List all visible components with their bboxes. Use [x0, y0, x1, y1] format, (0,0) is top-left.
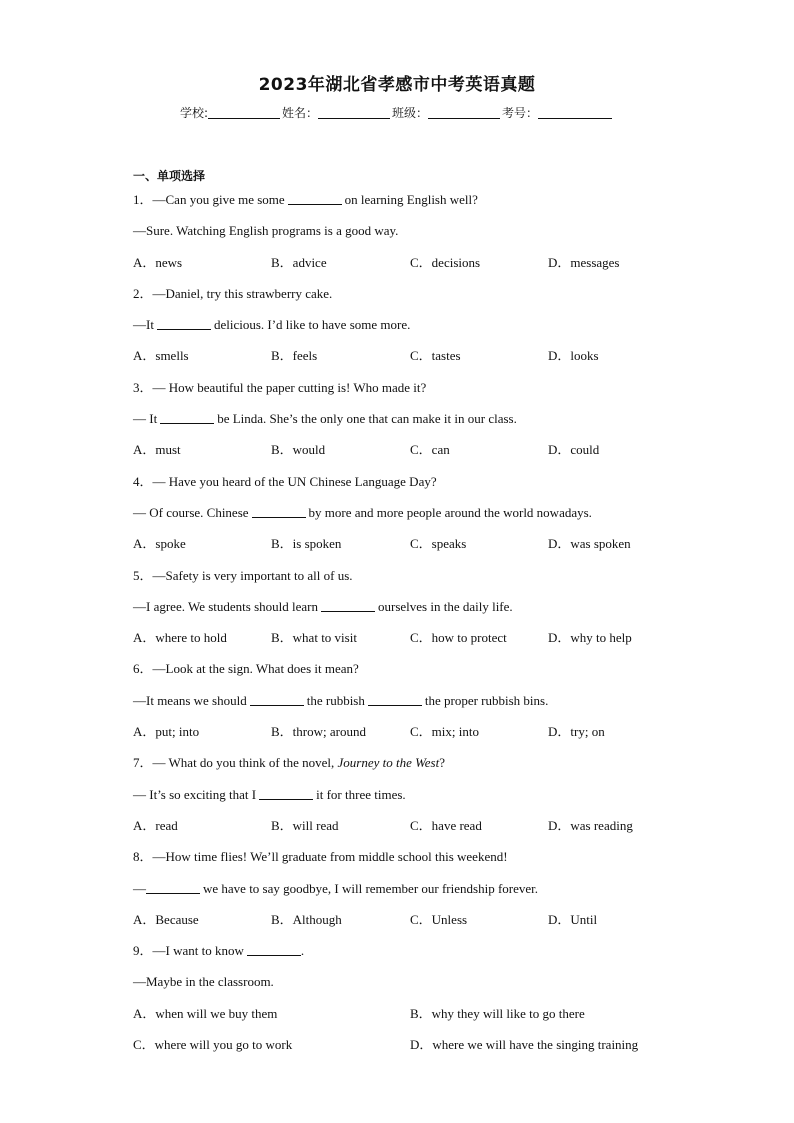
question-4-options [133, 534, 693, 565]
question-1-stem [133, 190, 693, 221]
question-2-options [133, 346, 693, 377]
question-9-response: —Maybe in the classroom. [133, 974, 274, 990]
response-text: by more and more people around the world nowadays. [308, 504, 592, 520]
option-c[interactable]: C．tastes [410, 348, 461, 364]
question-2-stem [133, 284, 693, 315]
answer-blank [321, 599, 375, 612]
number-blank[interactable] [538, 106, 612, 119]
response-text: —I agree. We students should learn [133, 598, 318, 614]
option-d[interactable]: D．was spoken [548, 536, 631, 552]
option-b[interactable]: B．throw; around [271, 724, 366, 740]
question-text: —Look at the sign. What does it mean? [152, 661, 359, 677]
option-d[interactable]: D．messages [548, 254, 620, 270]
question-1-response: —Sure. Watching English programs is a good way. [133, 223, 399, 239]
question-7-response [133, 785, 693, 816]
question-number: 7． [133, 755, 153, 771]
answer-blank [252, 505, 306, 518]
option-b[interactable]: B．Although [271, 911, 342, 927]
response-text: delicious. I’d like to have some more. [213, 317, 411, 333]
name-label: 姓名： [282, 106, 319, 120]
question-number: 9． [133, 943, 153, 959]
option-d[interactable]: D．why to help [548, 630, 632, 646]
question-9-options-row-2 [133, 1035, 693, 1066]
number-label: 考号： [502, 106, 539, 120]
school-blank[interactable] [208, 106, 280, 119]
question-2-response [133, 315, 693, 346]
option-d[interactable]: D．Until [548, 911, 598, 927]
page-title: 2023年湖北省孝感市中考英语真题 [258, 75, 536, 95]
question-3-options [133, 440, 693, 471]
answer-blank [368, 693, 422, 706]
option-a[interactable]: A．put; into [133, 724, 200, 740]
response-text: we have to say goodbye, I will remember our friendship forever. [203, 880, 539, 896]
question-text: . [300, 943, 305, 959]
option-c[interactable]: C．Unless [410, 911, 468, 927]
option-c[interactable]: C．decisions [410, 254, 481, 270]
question-list [133, 190, 693, 1066]
option-b[interactable]: B．is spoken [271, 536, 342, 552]
option-b[interactable]: B．would [271, 442, 326, 458]
option-c[interactable]: C．can [410, 442, 450, 458]
question-9-stem [133, 941, 693, 972]
question-6-response [133, 691, 693, 722]
option-c[interactable]: C．speaks [410, 536, 467, 552]
question-text: — Have you heard of the UN Chinese Language Day? [152, 473, 437, 489]
question-6-options [133, 722, 693, 753]
question-text: — What do you think of the novel, [152, 755, 335, 771]
answer-blank [288, 192, 342, 205]
question-3-stem [133, 378, 693, 409]
option-a[interactable]: A．must [133, 442, 181, 458]
answer-blank [160, 411, 214, 424]
question-number: 4． [133, 473, 153, 489]
question-number: 6． [133, 661, 153, 677]
response-text: the proper rubbish bins. [424, 692, 549, 708]
option-a[interactable]: A．read [133, 817, 178, 833]
option-b[interactable]: B．why they will like to go there [410, 1005, 585, 1021]
section-title: 一、单项选择 [133, 169, 206, 183]
school-label: 学校: [179, 106, 208, 120]
question-text: — How beautiful the paper cutting is! Who made it? [152, 379, 427, 395]
question-text: —Daniel, try this strawberry cake. [152, 285, 333, 301]
option-b[interactable]: B．feels [271, 348, 318, 364]
question-9-options-row-1 [133, 1004, 693, 1035]
option-a[interactable]: A．smells [133, 348, 189, 364]
option-a[interactable]: A．when will we buy them [133, 1005, 278, 1021]
response-text: —It means we should [133, 692, 247, 708]
question-8-options [133, 910, 693, 941]
novel-title: Journey to the West [337, 755, 440, 771]
option-c[interactable]: C．have read [410, 817, 482, 833]
class-label: 班级： [392, 106, 429, 120]
question-6-stem [133, 659, 693, 690]
option-d[interactable]: D．where we will have the singing training [410, 1037, 639, 1053]
question-5-options [133, 628, 693, 659]
response-text: it for three times. [316, 786, 406, 802]
question-number: 2． [133, 285, 153, 301]
question-text: —Safety is very important to all of us. [152, 567, 353, 583]
option-c[interactable]: C．how to protect [410, 630, 507, 646]
answer-blank [247, 943, 301, 956]
option-d[interactable]: D．was reading [548, 817, 633, 833]
question-1-options [133, 253, 693, 284]
question-4-stem [133, 472, 693, 503]
question-5-response [133, 597, 693, 628]
response-text: — It [133, 411, 158, 427]
option-a[interactable]: A．spoke [133, 536, 186, 552]
response-text: — It’s so exciting that I [133, 786, 257, 802]
option-d[interactable]: D．could [548, 442, 600, 458]
option-d[interactable]: D．looks [548, 348, 599, 364]
question-4-response [133, 503, 693, 534]
answer-blank [146, 881, 200, 894]
question-number: 8． [133, 849, 153, 865]
question-text: —I want to know [152, 943, 244, 959]
response-text: —It [133, 317, 154, 333]
response-text: — Of course. Chinese [133, 504, 249, 520]
option-c[interactable]: C．mix; into [410, 724, 479, 740]
option-a[interactable]: A．news [133, 254, 183, 270]
class-blank[interactable] [428, 106, 500, 119]
option-a[interactable]: A．Because [133, 911, 199, 927]
question-7-options [133, 816, 693, 847]
option-b[interactable]: B．advice [271, 254, 327, 270]
question-text: —Can you give me some [152, 192, 285, 207]
option-c[interactable]: C．where will you go to work [133, 1037, 293, 1053]
question-number: 3． [133, 379, 153, 395]
option-d[interactable]: D．try; on [548, 724, 605, 740]
option-b[interactable]: B．will read [271, 817, 339, 833]
question-3-response [133, 409, 693, 440]
question-number: 5． [133, 567, 153, 583]
question-8-stem [133, 847, 693, 878]
option-b[interactable]: B．what to visit [271, 630, 357, 646]
name-blank[interactable] [318, 106, 390, 119]
response-text: be Linda. She’s the only one that can make it in our class. [217, 411, 517, 427]
answer-blank [250, 693, 304, 706]
answer-blank [157, 317, 211, 330]
question-8-response [133, 879, 693, 910]
option-a[interactable]: A．where to hold [133, 630, 227, 646]
response-text: — [133, 880, 146, 896]
response-text: the rubbish [306, 692, 365, 708]
question-number: 1． [133, 192, 153, 207]
question-text: ? [439, 755, 445, 771]
question-text: —How time flies! We’ll graduate from middle school this weekend! [152, 849, 508, 865]
question-text: on learning English well? [344, 192, 478, 207]
question-7-stem [133, 753, 693, 784]
question-5-stem [133, 566, 693, 597]
response-text: ourselves in the daily life. [378, 598, 513, 614]
answer-blank [259, 787, 313, 800]
student-info-row [0, 104, 794, 121]
